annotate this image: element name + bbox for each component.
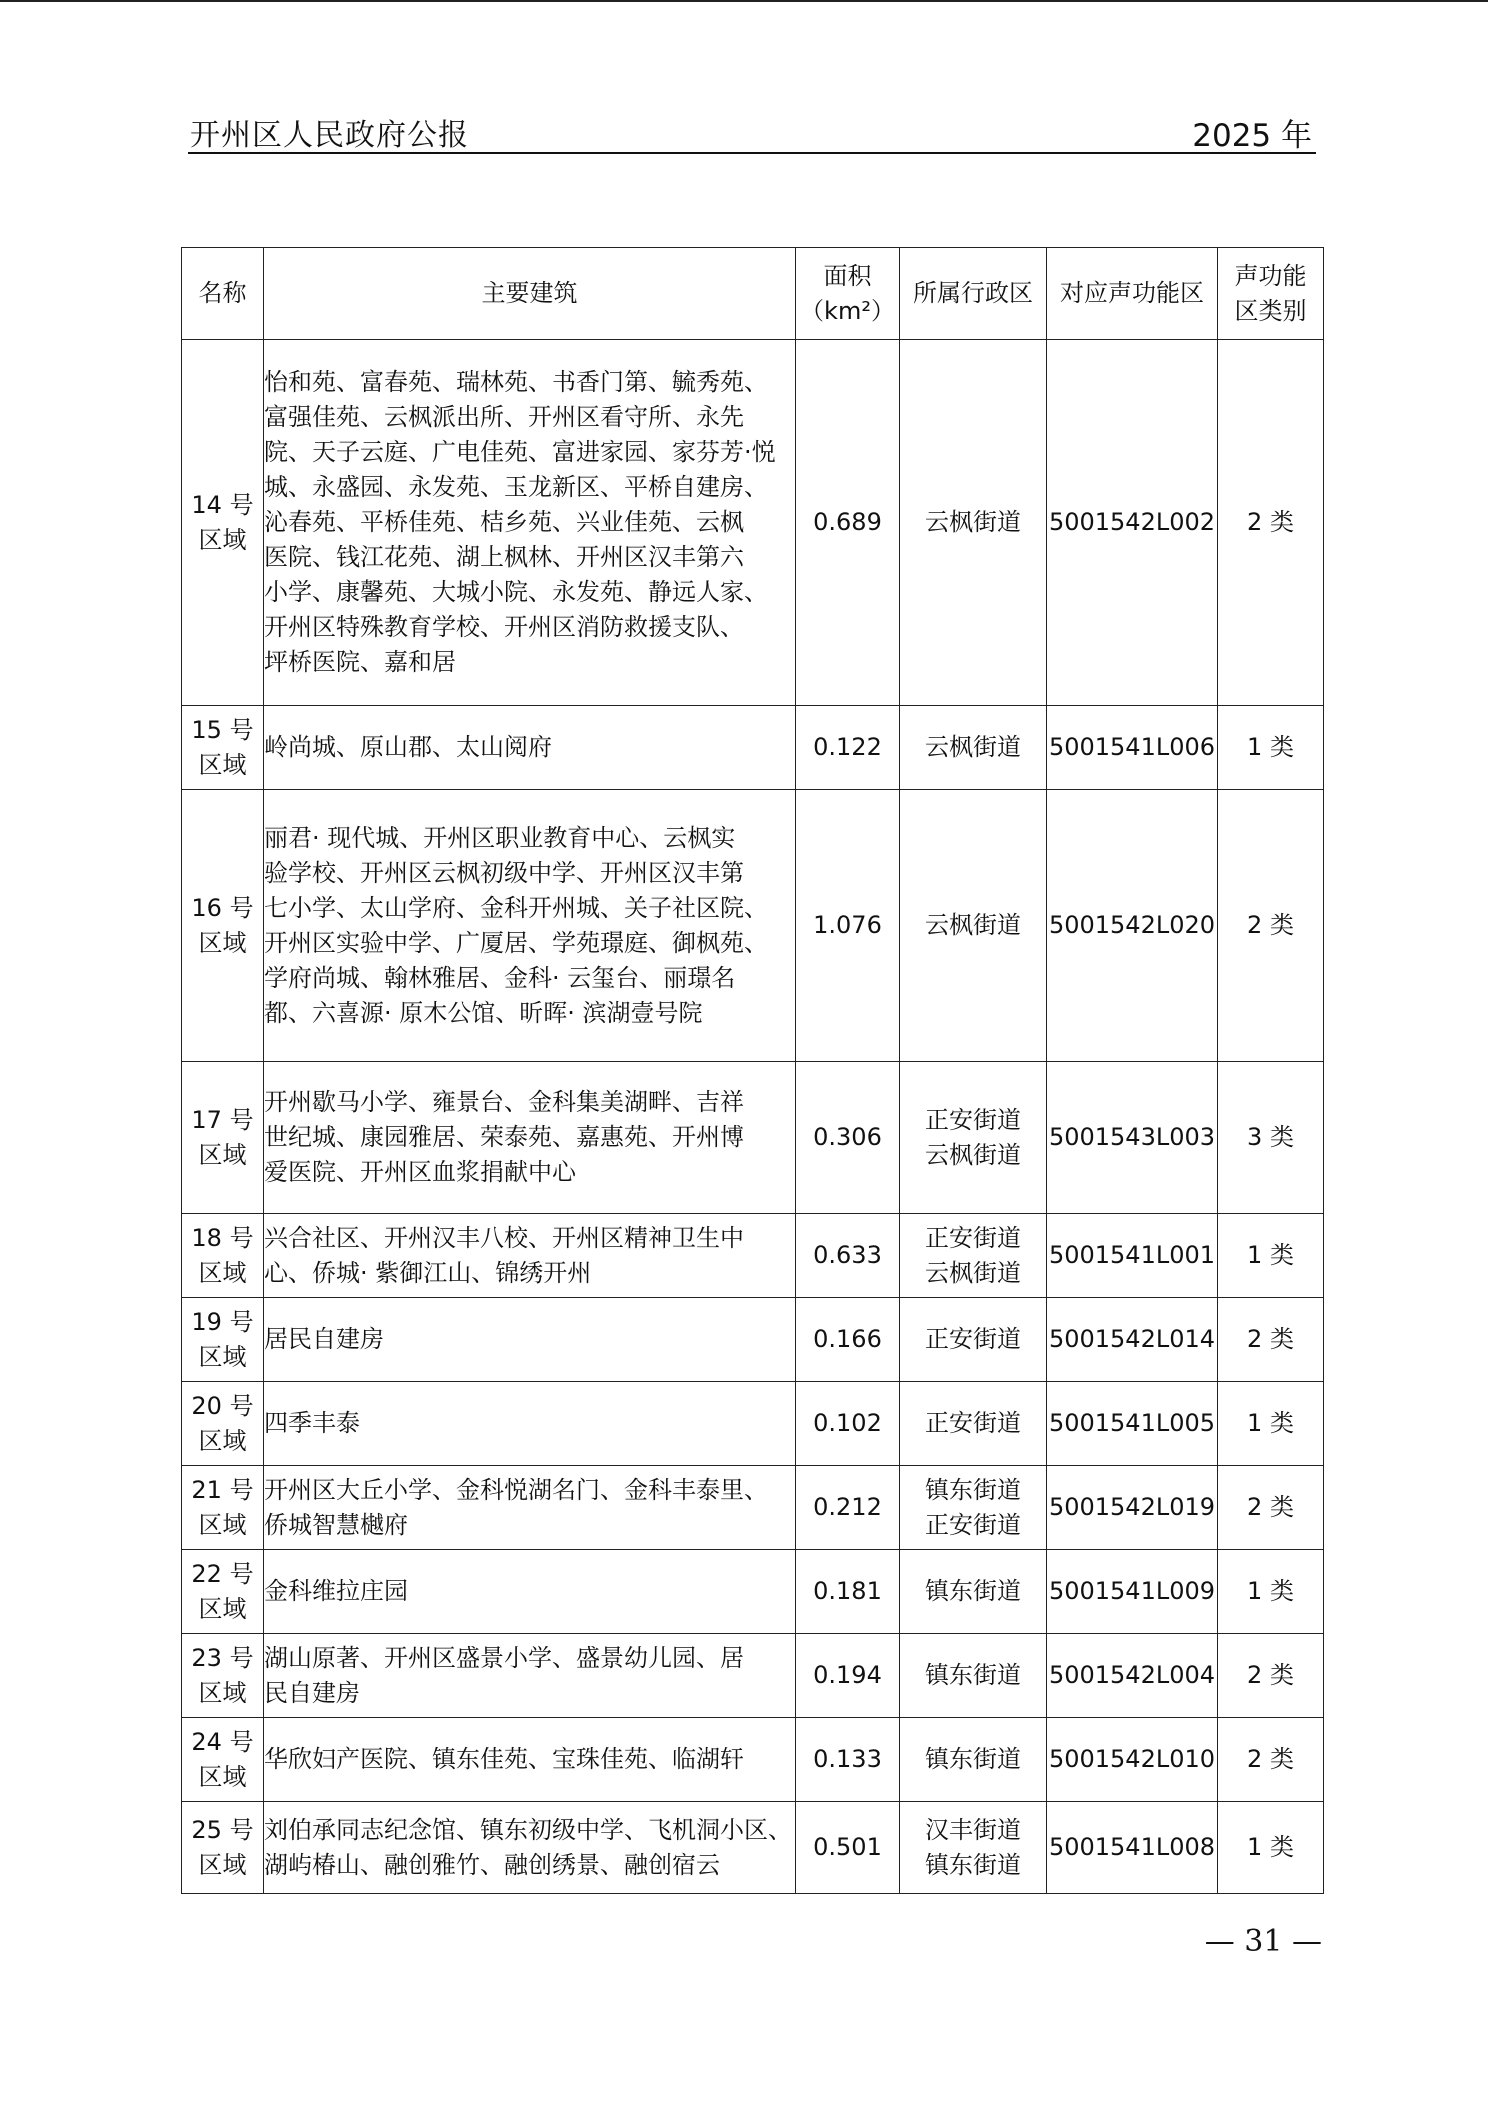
buildings-line: 刘伯承同志纪念馆、镇东初级中学、飞机洞小区、 <box>264 1815 792 1844</box>
code-cell <box>1047 1214 1218 1298</box>
district-line: 云枫街道 <box>925 1258 1021 1287</box>
buildings-cell <box>264 1634 796 1718</box>
zone-name-line: 17 号 <box>191 1105 254 1134</box>
buildings-line: 侨城智慧樾府 <box>264 1510 408 1539</box>
zone-name-line: 24 号 <box>191 1727 254 1756</box>
code-cell <box>1047 1466 1218 1550</box>
area-cell <box>796 1550 900 1634</box>
zone-name-line: 区域 <box>198 928 247 957</box>
code-cell <box>1047 340 1218 706</box>
zone-name-cell <box>182 706 264 790</box>
district-line: 云枫街道 <box>925 508 1021 536</box>
zone-name-line: 21 号 <box>191 1475 254 1504</box>
code-cell <box>1047 1298 1218 1382</box>
type-cell <box>1218 706 1324 790</box>
district-cell <box>900 1634 1047 1718</box>
zone-code-value: 5001542L020 <box>1048 911 1216 939</box>
zone-name-cell <box>182 1214 264 1298</box>
buildings-cell <box>264 1718 796 1802</box>
district-line: 云枫街道 <box>925 1140 1021 1169</box>
zone-type-value: 1 类 <box>1247 1241 1294 1269</box>
area-value: 0.501 <box>813 1833 882 1861</box>
area-cell <box>796 1214 900 1298</box>
code-cell <box>1047 790 1218 1062</box>
buildings-line: 医院、钱江花苑、湖上枫林、开州区汉丰第六 <box>264 543 744 571</box>
buildings-cell <box>264 1550 796 1634</box>
buildings-line: 验学校、开州区云枫初级中学、开州区汉丰第 <box>264 858 744 887</box>
col-header-area <box>796 248 900 340</box>
buildings-line: 小学、康馨苑、大城小院、永发苑、静远人家、 <box>264 578 768 606</box>
buildings-line: 城、永盛园、永发苑、玉龙新区、平桥自建房、 <box>264 473 768 501</box>
table-row <box>182 706 1324 790</box>
zone-name-cell <box>182 340 264 706</box>
zone-name-line: 25 号 <box>191 1815 254 1844</box>
area-cell <box>796 706 900 790</box>
buildings-cell <box>264 340 796 706</box>
zone-name-line: 区域 <box>198 1678 247 1707</box>
zone-name-line: 16 号 <box>191 893 254 922</box>
table-row <box>182 1298 1324 1382</box>
zone-name-line: 19 号 <box>191 1307 254 1336</box>
table-row <box>182 1382 1324 1466</box>
buildings-line: 岭尚城、原山郡、太山阅府 <box>264 733 552 761</box>
buildings-line: 富强佳苑、云枫派出所、开州区看守所、永先 <box>264 403 744 431</box>
district-line: 正安街道 <box>925 1510 1021 1539</box>
zone-name-line: 区域 <box>198 1426 247 1455</box>
area-cell <box>796 1802 900 1894</box>
buildings-line: 学府尚城、翰林雅居、金科· 云玺台、丽璟名 <box>264 963 736 992</box>
area-cell <box>796 1382 900 1466</box>
district-line: 正安街道 <box>925 1325 1021 1353</box>
district-cell <box>900 1214 1047 1298</box>
area-value: 0.133 <box>813 1745 882 1773</box>
zone-code-value: 5001541L008 <box>1048 1833 1216 1861</box>
area-cell <box>796 340 900 706</box>
zone-name-cell <box>182 1382 264 1466</box>
area-value: 0.306 <box>813 1123 882 1151</box>
code-cell <box>1047 1062 1218 1214</box>
buildings-line: 居民自建房 <box>264 1325 384 1353</box>
area-value: 0.212 <box>813 1493 882 1521</box>
buildings-line: 华欣妇产医院、镇东佳苑、宝珠佳苑、临湖轩 <box>264 1745 744 1773</box>
type-cell <box>1218 790 1324 1062</box>
district-line: 镇东街道 <box>925 1850 1021 1879</box>
zone-code-value: 5001541L001 <box>1048 1241 1216 1269</box>
col-header-buildings: 主要建筑 <box>264 248 796 340</box>
area-cell <box>796 1634 900 1718</box>
buildings-line: 爱医院、开州区血浆捐献中心 <box>264 1158 576 1186</box>
area-value: 0.633 <box>813 1241 882 1269</box>
col-header-name: 名称 <box>182 248 264 340</box>
table-row <box>182 790 1324 1062</box>
col-header-type <box>1218 248 1324 340</box>
area-cell <box>796 1062 900 1214</box>
zone-code-value: 5001542L019 <box>1048 1493 1216 1521</box>
top-border-line <box>0 0 1488 2</box>
zone-name-line: 区域 <box>198 525 247 554</box>
code-cell <box>1047 1718 1218 1802</box>
zone-code-value: 5001542L010 <box>1048 1745 1216 1773</box>
buildings-cell <box>264 1382 796 1466</box>
buildings-line: 开州歇马小学、雍景台、金科集美湖畔、吉祥 <box>264 1088 744 1116</box>
table-row <box>182 1634 1324 1718</box>
type-cell <box>1218 1382 1324 1466</box>
area-cell <box>796 790 900 1062</box>
zone-name-line: 15 号 <box>191 715 254 744</box>
buildings-cell <box>264 1214 796 1298</box>
district-cell <box>900 1718 1047 1802</box>
area-cell <box>796 1466 900 1550</box>
buildings-line: 坪桥医院、嘉和居 <box>264 648 456 676</box>
zone-name-line: 区域 <box>198 1258 247 1287</box>
zone-type-value: 2 类 <box>1247 911 1294 939</box>
buildings-line: 沁春苑、平桥佳苑、桔乡苑、兴业佳苑、云枫 <box>264 508 744 536</box>
type-cell <box>1218 1298 1324 1382</box>
table-row <box>182 1062 1324 1214</box>
buildings-cell <box>264 790 796 1062</box>
zone-name-line: 23 号 <box>191 1643 254 1672</box>
area-cell <box>796 1718 900 1802</box>
code-cell <box>1047 1634 1218 1718</box>
noise-zone-table <box>181 247 1324 1894</box>
district-line: 云枫街道 <box>925 911 1021 939</box>
col-header-area-line1: 面积 <box>823 261 872 290</box>
table-header-row <box>182 248 1324 340</box>
buildings-cell <box>264 706 796 790</box>
district-line: 正安街道 <box>925 1223 1021 1252</box>
buildings-cell <box>264 1062 796 1214</box>
district-line: 镇东街道 <box>925 1745 1021 1773</box>
zone-name-line: 区域 <box>198 1342 247 1371</box>
zone-code-value: 5001542L002 <box>1048 508 1216 536</box>
zone-type-value: 2 类 <box>1247 508 1294 536</box>
table-row <box>182 1718 1324 1802</box>
zone-name-cell <box>182 1718 264 1802</box>
zone-type-value: 1 类 <box>1247 1409 1294 1437</box>
zone-code-value: 5001543L003 <box>1048 1123 1216 1151</box>
zone-name-line: 区域 <box>198 750 247 779</box>
zone-name-line: 14 号 <box>191 490 254 519</box>
district-cell <box>900 1550 1047 1634</box>
zone-name-line: 区域 <box>198 1850 247 1879</box>
area-value: 0.122 <box>813 733 882 761</box>
buildings-cell <box>264 1298 796 1382</box>
zone-code-value: 5001541L009 <box>1048 1577 1216 1605</box>
district-cell <box>900 790 1047 1062</box>
code-cell <box>1047 706 1218 790</box>
zone-type-value: 2 类 <box>1247 1493 1294 1521</box>
district-line: 正安街道 <box>925 1409 1021 1437</box>
district-cell <box>900 340 1047 706</box>
area-value: 0.181 <box>813 1577 882 1605</box>
zone-code-value: 5001541L005 <box>1048 1409 1216 1437</box>
zone-type-value: 2 类 <box>1247 1661 1294 1689</box>
type-cell <box>1218 1634 1324 1718</box>
type-cell <box>1218 1214 1324 1298</box>
zone-type-value: 2 类 <box>1247 1325 1294 1353</box>
area-cell <box>796 1298 900 1382</box>
zone-code-value: 5001542L014 <box>1048 1325 1216 1353</box>
bulletin-year: 2025 年 <box>1192 118 1312 154</box>
type-cell <box>1218 1062 1324 1214</box>
buildings-line: 世纪城、康园雅居、荣泰苑、嘉惠苑、开州博 <box>264 1123 744 1151</box>
district-cell <box>900 1062 1047 1214</box>
table-row <box>182 340 1324 706</box>
zone-name-line: 22 号 <box>191 1559 254 1588</box>
zone-name-cell <box>182 1466 264 1550</box>
zone-name-cell <box>182 1802 264 1894</box>
area-value: 1.076 <box>813 911 882 939</box>
buildings-line: 兴合社区、开州汉丰八校、开州区精神卫生中 <box>264 1223 744 1252</box>
code-cell <box>1047 1550 1218 1634</box>
page-header <box>188 108 1316 154</box>
district-cell <box>900 1802 1047 1894</box>
table-row <box>182 1214 1324 1298</box>
zone-name-line: 区域 <box>198 1140 247 1169</box>
zone-name-cell <box>182 1298 264 1382</box>
zone-name-line: 区域 <box>198 1594 247 1623</box>
buildings-line: 湖山原著、开州区盛景小学、盛景幼儿园、居 <box>264 1643 744 1672</box>
type-cell <box>1218 1718 1324 1802</box>
buildings-cell <box>264 1802 796 1894</box>
code-cell <box>1047 1802 1218 1894</box>
zone-type-value: 1 类 <box>1247 1833 1294 1861</box>
zone-type-value: 1 类 <box>1247 733 1294 761</box>
zone-name-line: 20 号 <box>191 1391 254 1420</box>
table-body <box>182 340 1324 1894</box>
zone-name-cell <box>182 1550 264 1634</box>
buildings-line: 七小学、太山学府、金科开州城、关子社区院、 <box>264 893 768 922</box>
district-line: 镇东街道 <box>925 1577 1021 1605</box>
col-header-district: 所属行政区 <box>900 248 1047 340</box>
type-cell <box>1218 1466 1324 1550</box>
district-line: 镇东街道 <box>925 1661 1021 1689</box>
zone-name-cell <box>182 790 264 1062</box>
zone-name-line: 区域 <box>198 1510 247 1539</box>
district-line: 镇东街道 <box>925 1475 1021 1504</box>
district-line: 正安街道 <box>925 1105 1021 1134</box>
zone-type-value: 2 类 <box>1247 1745 1294 1773</box>
district-cell <box>900 706 1047 790</box>
zone-code-value: 5001541L006 <box>1048 733 1216 761</box>
area-value: 0.689 <box>813 508 882 536</box>
zone-name-cell <box>182 1062 264 1214</box>
zone-name-cell <box>182 1634 264 1718</box>
buildings-line: 院、天子云庭、广电佳苑、富进家园、家芬芳·悦 <box>264 438 776 466</box>
buildings-line: 都、六喜源· 原木公馆、昕晖· 滨湖壹号院 <box>264 998 703 1027</box>
col-header-code: 对应声功能区 <box>1047 248 1218 340</box>
table-row <box>182 1802 1324 1894</box>
buildings-cell <box>264 1466 796 1550</box>
zone-code-value: 5001542L004 <box>1048 1661 1216 1689</box>
buildings-line: 湖屿椿山、融创雅竹、融创绣景、融创宿云 <box>264 1850 720 1879</box>
buildings-line: 金科维拉庄园 <box>264 1577 408 1605</box>
buildings-line: 开州区特殊教育学校、开州区消防救援支队、 <box>264 613 744 641</box>
buildings-line: 丽君· 现代城、开州区职业教育中心、云枫实 <box>264 823 736 852</box>
buildings-line: 心、侨城· 紫御江山、锦绣开州 <box>264 1258 592 1287</box>
page-number: — 31 — <box>1204 1924 1322 1959</box>
col-header-area-line2: （km²） <box>800 296 895 325</box>
buildings-line: 开州区大丘小学、金科悦湖名门、金科丰泰里、 <box>264 1475 768 1504</box>
code-cell <box>1047 1382 1218 1466</box>
district-cell <box>900 1298 1047 1382</box>
zone-name-line: 18 号 <box>191 1223 254 1252</box>
type-cell <box>1218 1550 1324 1634</box>
type-cell <box>1218 1802 1324 1894</box>
zone-name-line: 区域 <box>198 1762 247 1791</box>
buildings-line: 四季丰泰 <box>264 1409 360 1437</box>
bulletin-title: 开州区人民政府公报 <box>190 118 469 153</box>
area-value: 0.194 <box>813 1661 882 1689</box>
area-value: 0.166 <box>813 1325 882 1353</box>
buildings-line: 怡和苑、富春苑、瑞林苑、书香门第、毓秀苑、 <box>264 368 768 396</box>
district-line: 云枫街道 <box>925 733 1021 761</box>
district-cell <box>900 1382 1047 1466</box>
buildings-line: 民自建房 <box>264 1678 360 1707</box>
buildings-line: 开州区实验中学、广厦居、学苑璟庭、御枫苑、 <box>264 928 768 957</box>
table-row <box>182 1466 1324 1550</box>
table-row <box>182 1550 1324 1634</box>
col-header-type-line2: 区类别 <box>1234 296 1307 325</box>
area-value: 0.102 <box>813 1409 882 1437</box>
zone-type-value: 3 类 <box>1247 1123 1294 1151</box>
district-cell <box>900 1466 1047 1550</box>
col-header-type-line1: 声功能 <box>1234 261 1307 290</box>
type-cell <box>1218 340 1324 706</box>
district-line: 汉丰街道 <box>925 1815 1021 1844</box>
zone-type-value: 1 类 <box>1247 1577 1294 1605</box>
